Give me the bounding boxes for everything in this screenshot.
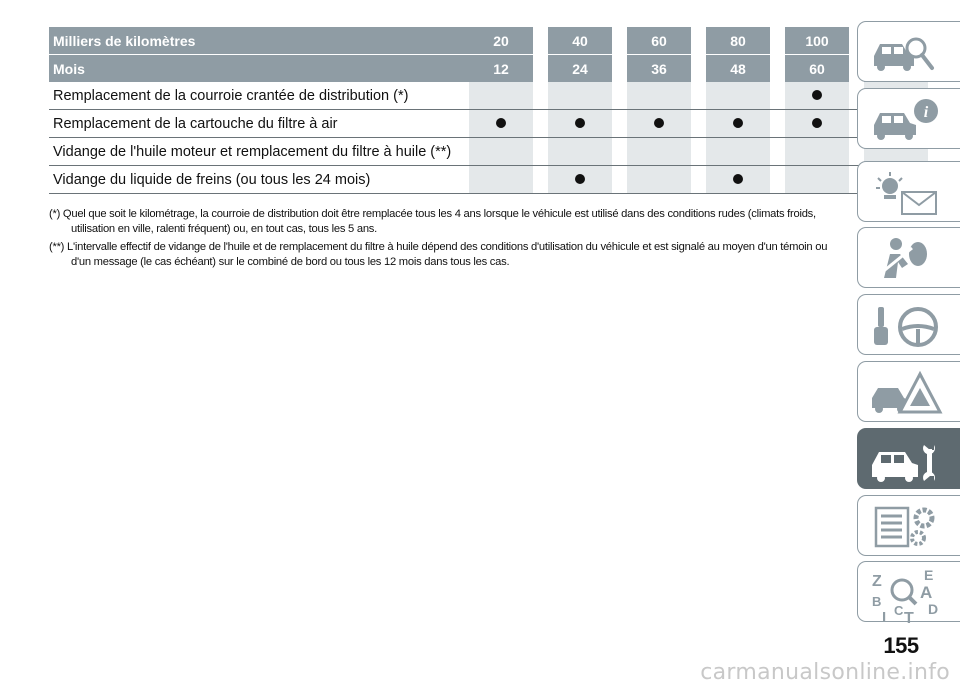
chapter-tab-servicing-maintenance[interactable] xyxy=(857,428,960,489)
schedule-cell xyxy=(548,110,612,138)
schedule-cell xyxy=(785,82,849,110)
schedule-cell xyxy=(469,82,533,110)
column-gap xyxy=(770,54,785,82)
schedule-cell xyxy=(627,82,691,110)
header-row-months xyxy=(49,54,928,82)
alphabetical-index-icon xyxy=(868,568,948,624)
chapter-tab-dashboard[interactable] xyxy=(857,21,960,82)
schedule-cell xyxy=(785,166,849,194)
schedule-cell xyxy=(706,166,770,194)
header-value: 60 xyxy=(627,27,691,54)
header-row-kilometres xyxy=(49,27,928,54)
key-steering-wheel-icon xyxy=(868,301,948,351)
header-value: 40 xyxy=(548,27,612,54)
column-gap xyxy=(691,110,706,138)
watermark: carmanualsonline.info xyxy=(700,660,950,685)
scheduled-dot-icon xyxy=(575,174,585,184)
schedule-cell xyxy=(706,82,770,110)
header-value: 12 xyxy=(469,54,533,82)
schedule-cell xyxy=(706,138,770,166)
scheduled-dot-icon xyxy=(496,118,506,128)
svg-text:Z: Z xyxy=(872,573,882,590)
column-gap xyxy=(533,27,548,54)
column-gap xyxy=(612,110,627,138)
header-value: 80 xyxy=(706,27,770,54)
table-row xyxy=(49,82,928,110)
warning-light-message-icon xyxy=(868,168,948,218)
schedule-cell xyxy=(548,138,612,166)
column-gap xyxy=(533,82,548,110)
header-label: Milliers de kilomètres xyxy=(49,27,469,54)
operation-label: Remplacement de la courroie crantée de distribution (*) xyxy=(49,82,469,110)
schedule-cell xyxy=(627,138,691,166)
column-gap xyxy=(533,54,548,82)
svg-text:D: D xyxy=(928,601,939,617)
car-hazard-triangle-icon xyxy=(868,368,948,418)
schedule-cell xyxy=(627,166,691,194)
chapter-tab-technical-data[interactable] xyxy=(857,495,960,556)
schedule-cell xyxy=(548,82,612,110)
column-gap xyxy=(691,54,706,82)
schedule-cell xyxy=(469,110,533,138)
svg-text:T: T xyxy=(904,610,914,624)
header-value: 24 xyxy=(548,54,612,82)
column-gap xyxy=(533,138,548,166)
column-gap xyxy=(770,110,785,138)
schedule-cell xyxy=(548,166,612,194)
column-gap xyxy=(612,27,627,54)
schedule-cell xyxy=(469,166,533,194)
chapter-tab-safety[interactable] xyxy=(857,227,960,288)
column-gap xyxy=(770,166,785,194)
svg-text:I: I xyxy=(882,609,887,624)
table-row xyxy=(49,138,928,166)
operation-label: Vidange de l'huile moteur et remplacement du filtre à huile (**) xyxy=(49,138,469,166)
scheduled-dot-icon xyxy=(654,118,664,128)
schedule-cell xyxy=(785,110,849,138)
column-gap xyxy=(691,27,706,54)
header-value: 36 xyxy=(627,54,691,82)
table-row xyxy=(49,166,928,194)
column-gap xyxy=(533,110,548,138)
header-value: 48 xyxy=(706,54,770,82)
svg-text:E: E xyxy=(924,568,934,583)
svg-text:i: i xyxy=(923,104,929,121)
chapter-tab-warning-lights[interactable] xyxy=(857,161,960,222)
operation-label: Vidange du liquide de freins (ou tous les 24 mois) xyxy=(49,166,469,194)
column-gap xyxy=(691,166,706,194)
svg-text:C: C xyxy=(894,603,904,618)
column-gap xyxy=(612,82,627,110)
chapter-tab-knowing-car[interactable] xyxy=(857,88,960,149)
airbag-passenger-icon xyxy=(868,234,948,284)
header-value: 60 xyxy=(785,54,849,82)
table-row xyxy=(49,110,928,138)
footnote-oil-change: (**) L'intervalle effectif de vidange de l'huile et de remplacement du filtre à huile dépend des conditions d'utilisation du véhicule et est signalé au moyen d'un témoin ou d'un message (le cas échéant) sur le combiné de bord ou tous les 12 mois dans tous les cas. xyxy=(49,241,828,268)
column-gap xyxy=(691,82,706,110)
column-gap xyxy=(612,138,627,166)
page-number: 155 xyxy=(883,633,919,658)
column-gap xyxy=(612,54,627,82)
scheduled-dot-icon xyxy=(812,90,822,100)
schedule-cell xyxy=(627,110,691,138)
schedule-cell xyxy=(469,138,533,166)
column-gap xyxy=(691,138,706,166)
column-gap xyxy=(533,166,548,194)
column-gap xyxy=(770,138,785,166)
scheduled-dot-icon xyxy=(575,118,585,128)
header-label: Mois xyxy=(49,54,469,82)
spec-list-gear-icon xyxy=(868,502,948,552)
operation-label: Remplacement de la cartouche du filtre à air xyxy=(49,110,469,138)
car-info-icon xyxy=(868,95,948,145)
chapter-tab-starting-driving[interactable] xyxy=(857,294,960,355)
header-value: 100 xyxy=(785,27,849,54)
header-value: 20 xyxy=(469,27,533,54)
chapter-tab-emergency[interactable] xyxy=(857,361,960,422)
scheduled-dot-icon xyxy=(733,174,743,184)
car-search-icon xyxy=(868,28,948,78)
scheduled-dot-icon xyxy=(733,118,743,128)
column-gap xyxy=(770,27,785,54)
maintenance-schedule-table xyxy=(49,27,928,194)
car-wrench-icon xyxy=(868,435,948,485)
chapter-tab-index[interactable] xyxy=(857,561,960,622)
svg-text:B: B xyxy=(872,594,882,609)
schedule-cell xyxy=(785,138,849,166)
schedule-cell xyxy=(706,110,770,138)
footnote-timing-belt: (*) Quel que soit le kilométrage, la courroie de distribution doit être remplacée tous les 4 ans lorsque le véhicule est utilisé dans des conditions rudes (climats froids, utilisation en ville, ralenti fréquent) ou, en tout cas, tous les 5 ans. xyxy=(49,208,816,235)
footnotes xyxy=(49,207,849,273)
column-gap xyxy=(770,82,785,110)
scheduled-dot-icon xyxy=(812,118,822,128)
column-gap xyxy=(612,166,627,194)
svg-text:A: A xyxy=(920,583,933,602)
